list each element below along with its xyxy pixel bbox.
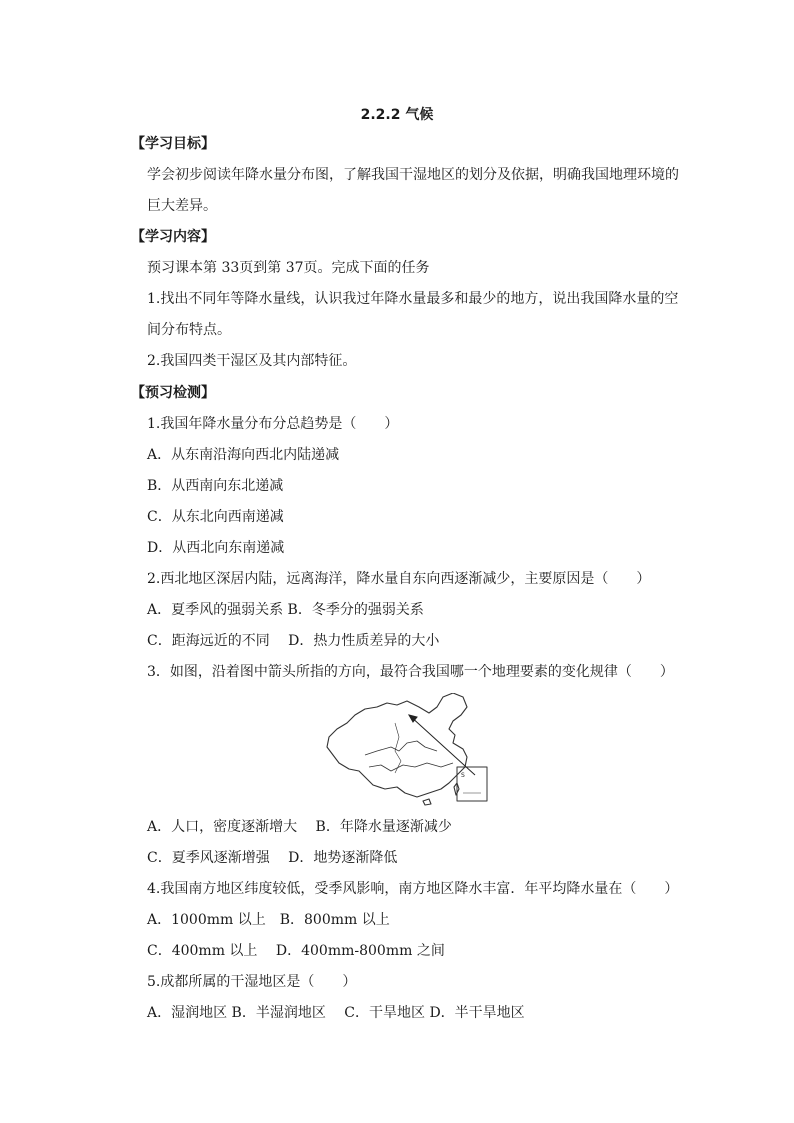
- china-map-figure: [325, 693, 502, 807]
- check-heading: 【预习检测】: [131, 385, 215, 401]
- q4-options-ab: A．1000mm 以上 B．800mm 以上: [147, 912, 390, 928]
- hainan-island: [423, 799, 431, 805]
- q2-stem: 2.西北地区深居内陆，远离海洋，降水量自东向西逐渐减少，主要原因是（ ）: [147, 571, 651, 587]
- q3-options-ab: A．人口，密度逐渐增大 B．年降水量逐渐减少: [147, 819, 452, 835]
- objectives-text-line2: 巨大差异。: [147, 198, 217, 214]
- content-heading: 【学习内容】: [131, 229, 215, 245]
- province-line: [395, 723, 401, 773]
- objectives-heading: 【学习目标】: [131, 136, 215, 152]
- river-yangtze: [369, 763, 453, 771]
- q3-options-cd: C．夏季风逐渐增强 D．地势逐渐降低: [147, 850, 398, 866]
- river-yellow: [365, 741, 437, 755]
- objectives-text-line1: 学会初步阅读年降水量分布图，了解我国干湿地区的划分及依据，明确我国地理环境的: [147, 167, 679, 183]
- q3-stem: 3．如图，沿着图中箭头所指的方向，最符合我国哪一个地理要素的变化规律（ ）: [147, 664, 674, 680]
- q1-stem: 1.我国年降水量分布分总趋势是（ ）: [147, 416, 399, 432]
- q1-option-a: A．从东南沿海向西北内陆递减: [147, 447, 340, 463]
- page-title: 2.2.2 气候: [360, 107, 434, 123]
- q5-options: A．湿润地区 B．半湿润地区 C．干旱地区 D．半干旱地区: [147, 1005, 525, 1021]
- q1-option-d: D．从西北向东南递减: [147, 540, 285, 556]
- q4-options-cd: C．400mm 以上 D．400mm-800mm 之间: [147, 943, 445, 959]
- q2-options-ab: A．夏季风的强弱关系 B．冬季分的强弱关系: [147, 602, 424, 618]
- content-intro: 预习课本第 33页到第 37页。完成下面的任务: [147, 260, 430, 276]
- task1-line2: 间分布特点。: [147, 322, 231, 338]
- inset-mark: S: [461, 772, 465, 779]
- q1-option-b: B．从西南向东北递减: [147, 478, 284, 494]
- q1-option-c: C．从东北向西南递减: [147, 509, 284, 525]
- task1-line1: 1.找出不同年等降水量线，认识我过年降水量最多和最少的地方，说出我国降水量的空: [147, 291, 679, 307]
- q5-stem: 5.成都所属的干湿地区是（ ）: [147, 974, 357, 990]
- task2: 2.我国四类干湿区及其内部特征。: [147, 353, 357, 369]
- q2-options-cd: C．距海远近的不同 D．热力性质差异的大小: [147, 633, 440, 649]
- q4-stem: 4.我国南方地区纬度较低，受季风影响，南方地区降水丰富．年平均降水量在（ ）: [147, 881, 679, 897]
